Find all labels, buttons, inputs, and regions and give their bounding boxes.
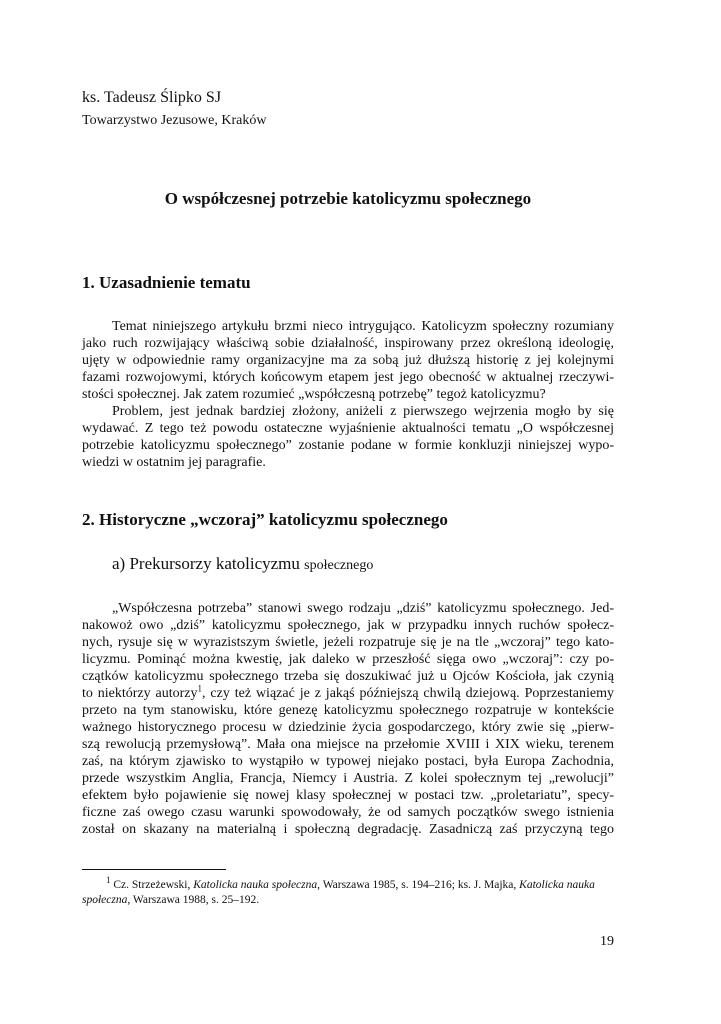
text-line: nych, rysuje się w wyrazistszym świetle, jeżeli rozpatruje się je na tle „wczoraj” tego kato-	[82, 635, 614, 650]
text-line: zaś, na którym zjawisko to wystąpiło w typowej niejako postaci, była Europa Zachodnia,	[82, 754, 614, 769]
text-line: wiedzi w ostatnim jej paragrafie.	[82, 455, 266, 470]
text-line: jako ruch rozwijający właściwą sobie działalność, inspirowany przez określoną ideologię,	[82, 336, 614, 351]
text-line: szą rewolucją przemysłową”. Mała ona miejsce na przełomie XVIII i XIX wieku, terenem	[82, 737, 614, 752]
footnote-line	[82, 893, 614, 908]
text-line: przede wszystkim Anglia, Francja, Niemcy i Austria. Z kolei społecznym tej „rewolucji”	[82, 771, 614, 786]
subsection-a-heading	[112, 553, 373, 577]
text-fragment: , czy też wiązać je z jakąś późniejszą chwilą dziejową. Poprzestaniemy	[202, 686, 614, 701]
cited-title: Katolicka nauka społeczna	[193, 879, 318, 891]
text-line: Problem, jest jednak bardziej złożony, aniżeli z pierwszego wejrzenia mogło by się	[112, 404, 614, 419]
page-number: 19	[600, 934, 614, 949]
cited-title: Katolicka nauka	[519, 879, 595, 891]
text-fragment: , Warszawa 1985, s. 194–216; ks. J. Majka,	[317, 879, 520, 891]
text-fragment: Cz. Strzeżewski,	[110, 879, 194, 891]
text-line: wydawać. Z tego też powodu ostateczne wyjaśnienie aktualności tematu „O współczesnej	[82, 421, 614, 436]
text-line: ważnego historycznego procesu w dziedzinie życia gospodarczego, który zwie się „pierw-	[82, 720, 614, 735]
text-line-with-footnote	[82, 685, 614, 702]
section-2-heading: 2. Historyczne „wczoraj” katolicyzmu społecznego	[82, 510, 448, 529]
cited-title: społeczna	[82, 894, 128, 906]
section-1-paragraph-1	[82, 318, 614, 403]
section-1-paragraph-2	[82, 403, 614, 471]
footnote-separator	[82, 869, 226, 870]
footnote-reference[interactable]: 1	[197, 683, 203, 694]
text-line: efektem było pojawienie się nowej klasy społecznej w postaci tzw. „proletariatu”, specy-	[82, 788, 614, 803]
section-1-heading: 1. Uzasadnienie tematu	[82, 273, 251, 292]
text-line: ficzne zaś owego czasu warunki spowodowały, że od samych początków swego istnienia	[82, 805, 614, 820]
text-line: został on skazany na materialną i społeczną degradację. Zasadniczą zaś przyczyną tego	[82, 822, 614, 837]
text-line: fazami rozwojowymi, których końcowym etapem jest jego obecność w aktualnej rzeczywi-	[82, 370, 614, 385]
footnote-line	[82, 875, 614, 893]
text-line: „Współczesna potrzeba” stanowi swego rodzaju „dziś” katolicyzmu społecznego. Jed-	[112, 601, 614, 616]
text-line: czątków katolicyzmu społecznego trzeba się doszukiwać już u Ojców Kościoła, jak czynią	[82, 669, 614, 684]
text-line: ujęty w odpowiednie ramy organizacyjne ma za sobą już dłuższą historię z jej kolejnymi	[82, 353, 614, 368]
section-2-paragraph	[82, 600, 614, 838]
author-affiliation: Towarzystwo Jezusowe, Kraków	[82, 113, 267, 128]
article-title: O współczesnej potrzebie katolicyzmu społecznego	[164, 189, 532, 208]
subsection-a-heading-main: a) Prekursorzy katolicyzmu	[112, 554, 300, 573]
text-line: nakowoż owo „dziś” katolicyzmu społecznego, jak w przypadku innych ruchów społecz-	[82, 618, 614, 633]
text-line: stości społecznej. Jak zatem rozumieć „współczesną potrzebę” tegoż katolicyzmu?	[82, 387, 546, 402]
subsection-a-heading-small: społecznego	[304, 558, 374, 573]
text-fragment: , Warszawa 1988, s. 25–192.	[127, 894, 260, 906]
footnote-marker: 1	[106, 875, 111, 886]
text-fragment: to niektórzy autorzy	[82, 686, 198, 701]
author-name: ks. Tadeusz Ślipko SJ	[82, 89, 222, 106]
footnote	[82, 875, 614, 908]
text-line: potrzebie katolicyzmu społecznego” zostanie podane w formie konkluzji niniejszej wypo-	[82, 438, 614, 453]
text-line: Temat niniejszego artykułu brzmi nieco intrygująco. Katolicyzm społeczny rozumiany	[112, 319, 614, 334]
text-line: licyzmu. Pominąć można kwestię, jak daleko w przeszłość sięga owo „wczoraj”: czy po-	[82, 652, 614, 667]
text-line: przeto na tym stanowisku, które genezę katolicyzmu społecznego rozpatruje w kontekście	[82, 703, 614, 718]
